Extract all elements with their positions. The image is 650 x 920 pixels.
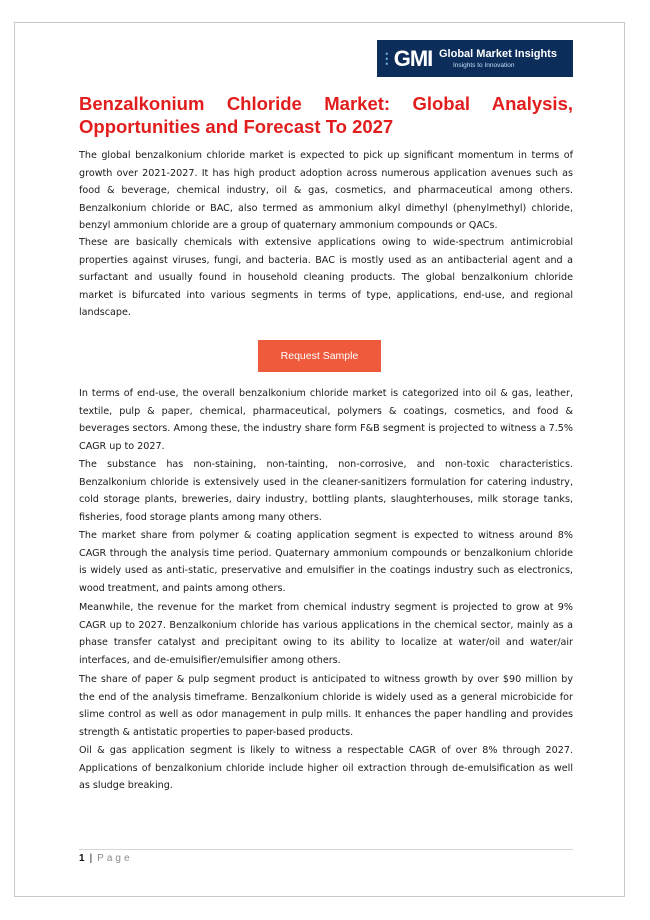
paragraph-end-use: In terms of end-use, the overall benzalkonium chloride market is categorized into oil & gas, leather, textile, pulp & paper, chemical, pharmaceutical, polymers & coatings, cosmetics, and food & beverages sectors. Among these, the industry share form F&B segment is projected to witness a 7.5% CAGR up to 2027. xyxy=(79,388,573,452)
page-footer xyxy=(79,853,133,864)
request-sample-button[interactable]: Request Sample xyxy=(258,340,381,372)
paragraph-chemical-industry: Meanwhile, the revenue for the market from chemical industry segment is projected to grow at 9% CAGR up to 2027. Benzalkonium chloride has various applications in the chemical sector, mainly as a phase transfer catalyst and precipitant owing to its ability to localize at water/oil and water/air interfaces, and de-emulsifier/emulsifier among others. xyxy=(79,602,573,666)
gmi-logo[interactable] xyxy=(377,40,573,77)
page-label: Page xyxy=(97,853,133,864)
page-number: 1 xyxy=(79,853,86,864)
logo-tagline: Insights to Innovation xyxy=(453,61,515,69)
paragraph-polymer-coating: The market share from polymer & coating application segment is expected to witness around 8% CAGR through the analysis time period. Quaternary ammonium compounds or benzalkonium chloride is widely used as anti-static, preservative and emulsifier in the coatings industry such as electronics, wood treatment, and paints among others. xyxy=(79,530,573,594)
logo-dots-icon: ⋮ xyxy=(379,50,393,66)
footer-divider xyxy=(79,849,573,850)
logo-company-name: Global Market Insights xyxy=(439,47,557,60)
paragraph-paper-pulp: The share of paper & pulp segment product is anticipated to witness growth by over $90 million by the end of the analysis timeframe. Benzalkonium chloride is widely used as a general microbicide for slime control as well as odor management in pulp mills. It enhances the paper handling and provides strength & antistatic properties to paper-based products. xyxy=(79,674,573,738)
paragraph-intro: The global benzalkonium chloride market is expected to pick up significant momentum in terms of growth over 2021-2027. It has high product adoption across numerous application avenues such as food & beverage, chemical industry, oil & gas, cosmetics, and pharmaceutical among others. Benzalkonium chloride or BAC, also termed as ammonium alkyl dimethyl (phenylmethyl) chloride, benzyl ammonium chloride are a group of quaternary ammonium compounds or QACs. xyxy=(79,150,573,232)
page-title: Benzalkonium Chloride Market: Global Analysis, Opportunities and Forecast To 2027 xyxy=(79,93,573,137)
paragraph-properties: These are basically chemicals with extensive applications owing to wide-spectrum antimicrobial properties against viruses, fungi, and bacteria. BAC is mostly used as an antibacterial agent and a surfactant and usually found in household cleaning products. The global benzalkonium chloride market is bifurcated into various segments in terms of type, applications, end-use, and regional landscape. xyxy=(79,237,573,319)
paragraph-characteristics: The substance has non-staining, non-tainting, non-corrosive, and non-toxic characteristics. Benzalkonium chloride is extensively used in the cleaner-sanitizers formulation for catering industry, cold storage plants, breweries, dairy industry, bottling plants, slaughterhouses, milk storage tanks, fisheries, food storage plants among many others. xyxy=(79,459,573,523)
footer-separator: | xyxy=(89,853,94,864)
logo-mark-text: GMI xyxy=(393,45,433,71)
gmi-logo-mark xyxy=(377,40,435,77)
paragraph-oil-gas: Oil & gas application segment is likely to witness a respectable CAGR of over 8% through 2027. Applications of benzalkonium chloride include higher oil extraction through de-emulsification as well as sludge breaking. xyxy=(79,745,573,792)
logo-text xyxy=(435,48,557,70)
